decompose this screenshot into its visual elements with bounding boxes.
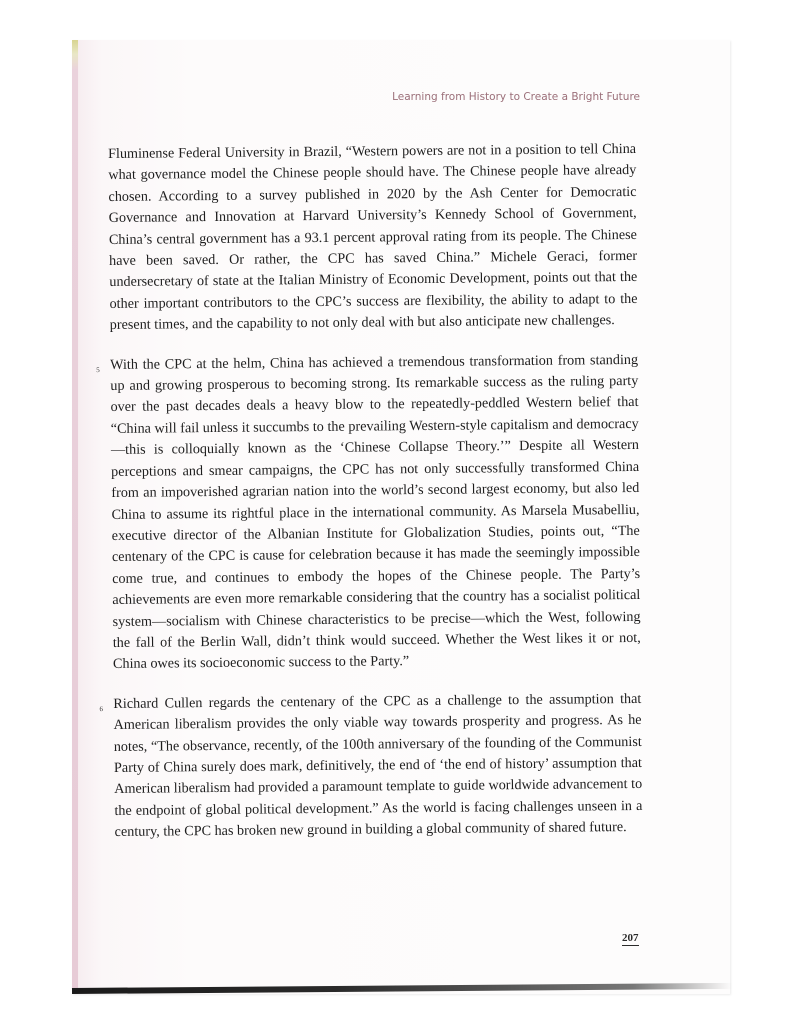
paragraph-6 [99,689,643,844]
paragraph-number: 6 [99,704,103,713]
paragraph-5 [96,350,641,676]
paragraph-text: Fluminense Federal University in Brazil, “Western powers are not in a position to tell China what governance model the Chinese people should have. The Chinese people have already chosen. According to a survey published in 2020 by the Ash Center for Democratic Governance and Innovation at Harvard University’s Kennedy School of Government, China’s central government has a 93.1 percent approval rating from its people. The Chinese have been saved. Or rather, the CPC has saved China.” Michele Geraci, former undersecretary of state at the Italian Ministry of Economic Development, points out that the other important contributors to the CPC’s success are flexibility, the ability to adapt to the present times, and the capability to not only deal with but also anticipate new challenges. [108,140,638,334]
page-binding-edge [72,40,78,994]
paragraph-text: Richard Cullen regards the centenary of the CPC as a challenge to the assumption that American liberalism provides the only viable way towards prosperity and progress. As he notes, “The observance, recently, of the 100th anniversary of the founding of the Communist Party of China surely does mark, definitively, the end of ‘the end of history’ assumption that American liberalism had provided a paramount template to guide worldwide advancement to the endpoint of global political development.” As the world is facing challenges unseen in a century, the CPC has broken new ground in building a global community of shared future. [113,690,643,841]
paragraph-text: With the CPC at the helm, China has achieved a tremendous transformation from standing up and growing prosperous to becoming strong. Its remarkable success as the ruling party over the past decades deals a heavy blow to the repeatedly-peddled Western belief that “China will fail unless it succumbs to the prevailing Western-style capitalism and democracy—this is colloquially known as the ‘Chinese Collapse Theory.’” Despite all Western perceptions and smear campaigns, the CPC has not only successfully transformed China from an impoverished agrarian nation into the world’s second largest economy, but also led China to assume its rightful place in the international community. As Marsela Musabelliu, executive director of the Albanian Institute for Globalization Studies, points out, “The centenary of the CPC is cause for celebration because it has made the seemingly impossible come true, and continues to embody the hopes of the Chinese people. The Party’s achievements are even more remarkable considering that the country has a socialist political system—socialism with Chinese characteristics to be precise—which the West, following the fall of the Berlin Wall, didn’t think would succeed. Whether the West likes it or not, China owes its socioeconomic success to the Party.” [110,351,641,673]
page-number: 207 [622,932,639,944]
paragraph-number: 5 [96,365,100,374]
paragraph-continued [108,139,638,337]
body-text [96,139,643,862]
running-header: Learning from History to Create a Bright Future [392,91,640,103]
